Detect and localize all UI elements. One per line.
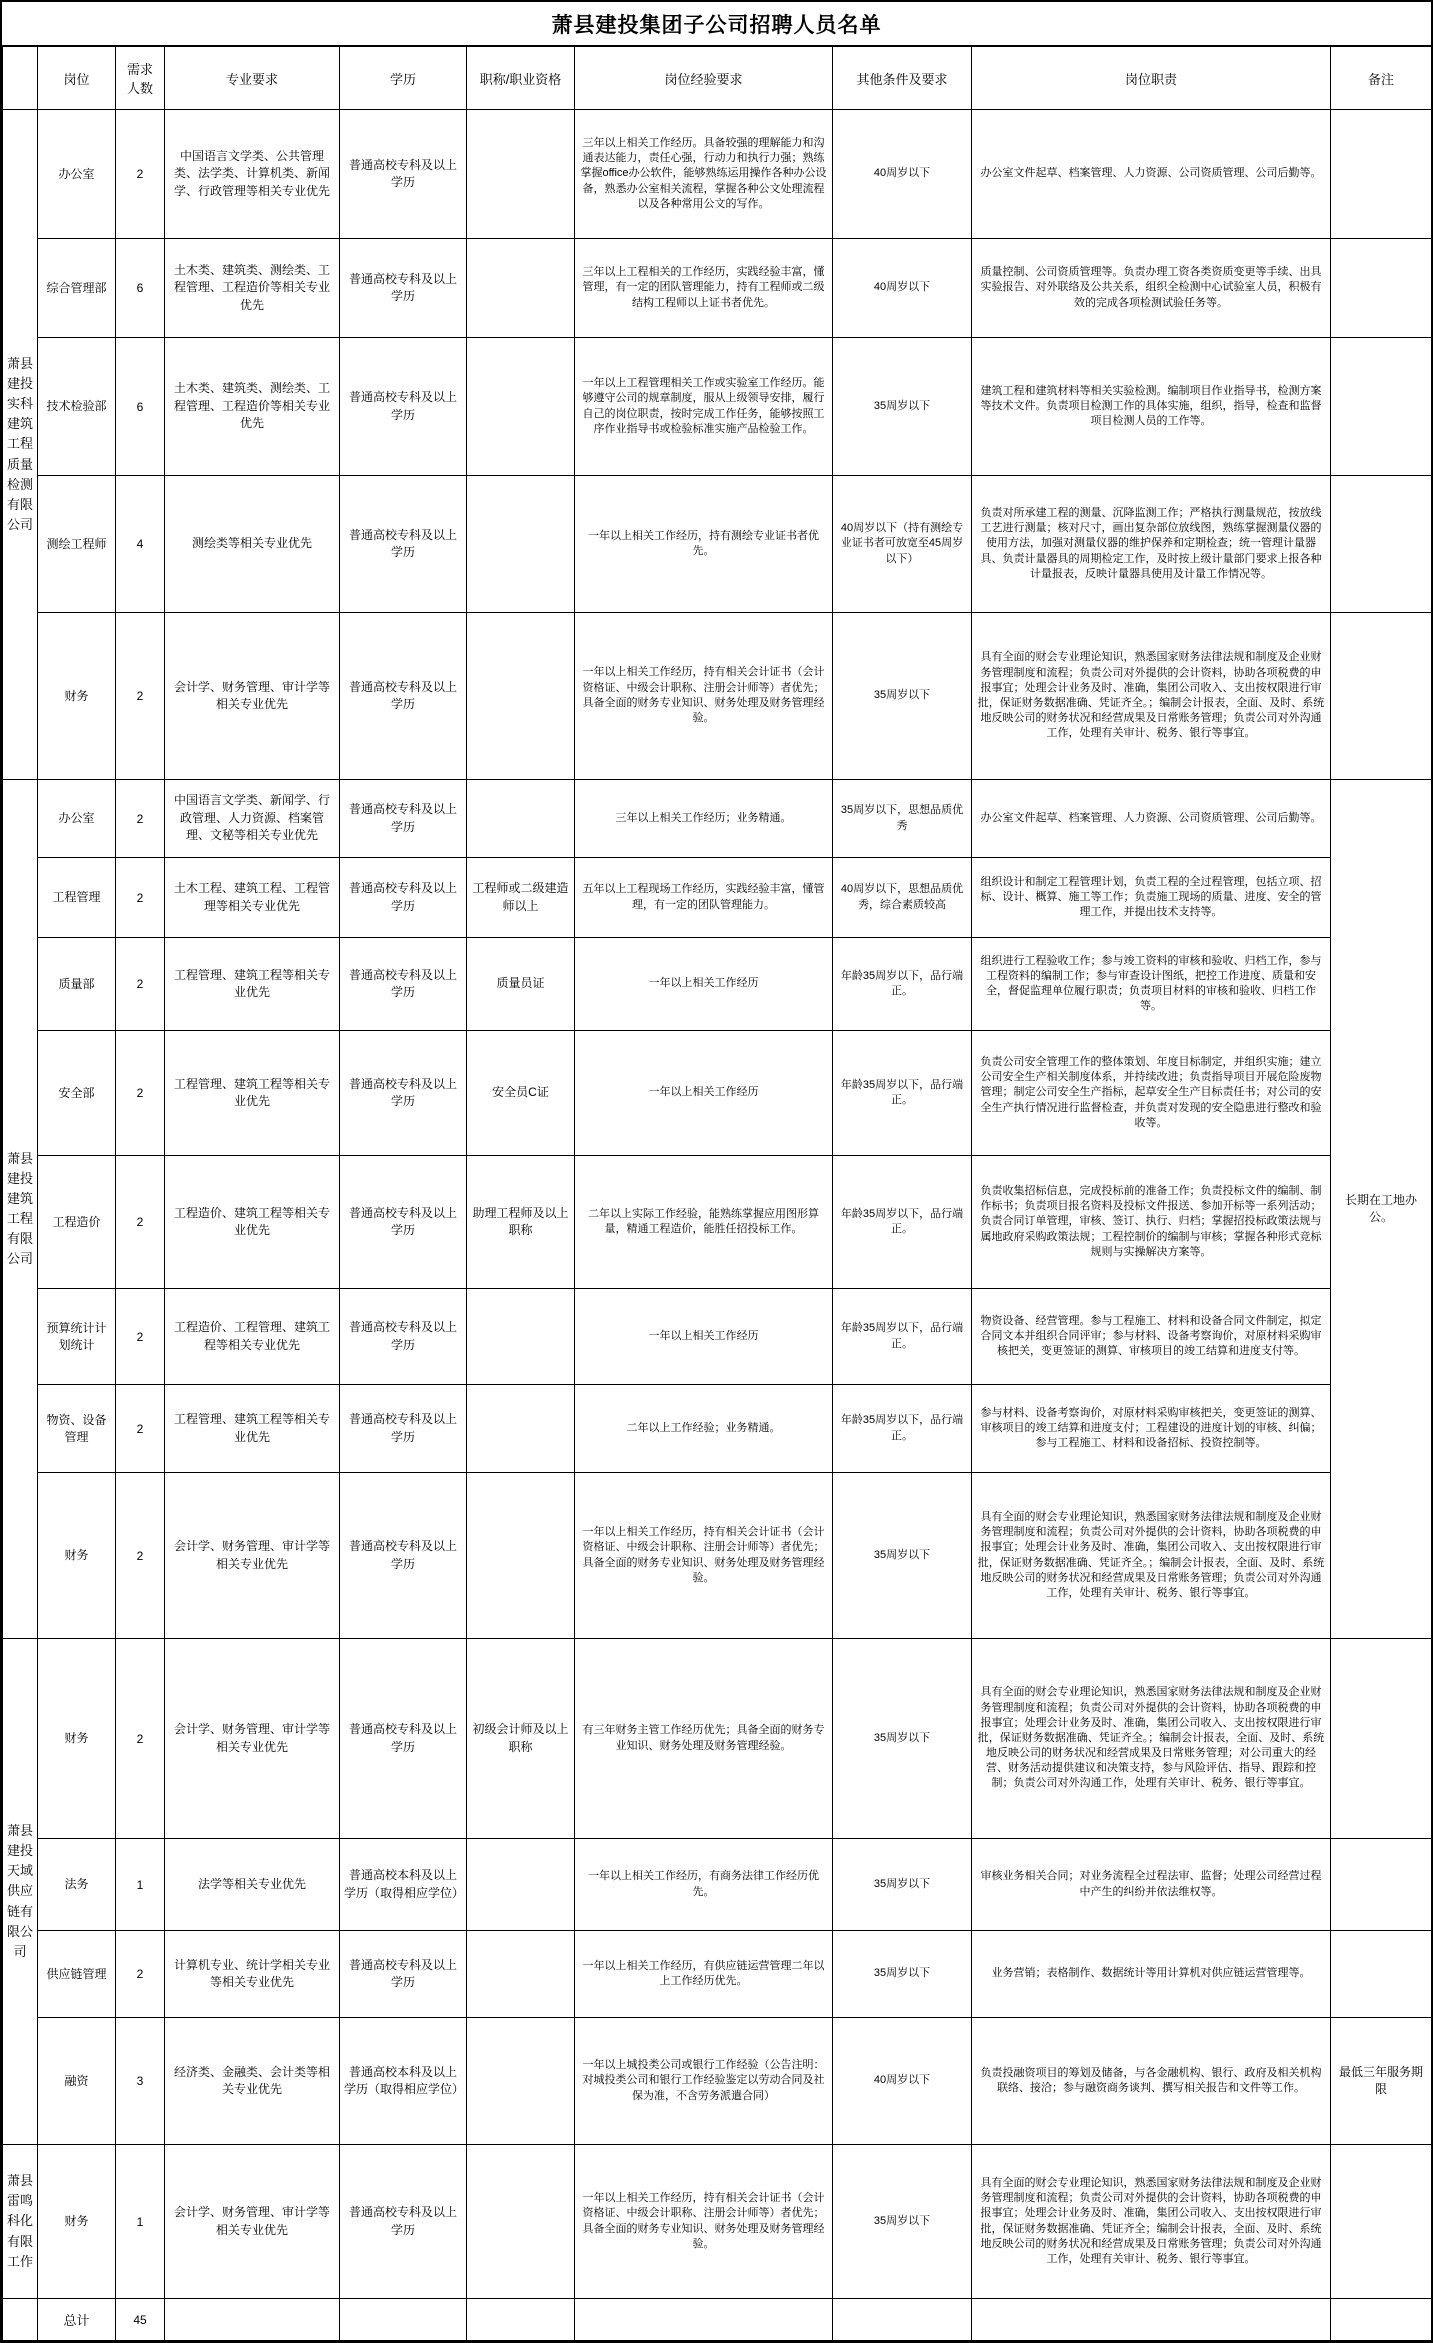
cell-major: 测绘类等相关专业优先 xyxy=(165,476,340,613)
cell-duties: 办公室文件起草、档案管理、人力资源、公司资质管理、公司后勤等。 xyxy=(972,110,1331,239)
cell-duties: 具有全面的财会专业理论知识，熟悉国家财务法律法规和制度及企业财务管理制度和流程；负责公司对外提供的会计资料，协助各项税费的申报事宜；处理会计业务及时、准确，集团公司收入、支出按权限进行审批，保证财务数据准确、凭证齐全。；编制会计报表，全面、及时、系统地反映公司的财务状况和经营成果及日常账务管理；对公司重大的经营、财务活动提供建议和决策支持，参与风险评估、指导、跟踪和控制；负责公司对外沟通工作，处理有关审计、税务、银行等事宜。 xyxy=(972,1639,1331,1839)
cell-position: 测绘工程师 xyxy=(38,476,116,613)
cell-count: 1 xyxy=(116,2145,165,2299)
cell-experience: 三年以上相关工作经历；业务精通。 xyxy=(575,780,833,858)
cell-qualification: 质量员证 xyxy=(467,938,575,1031)
table-row xyxy=(3,1473,1432,1639)
cell-other-requirements: 年龄35周岁以下，品行端正。 xyxy=(833,1031,972,1156)
cell-total-empty xyxy=(1331,2299,1432,2341)
cell-remark xyxy=(1331,338,1432,476)
cell-count: 2 xyxy=(116,1385,165,1473)
cell-count: 2 xyxy=(116,1639,165,1839)
cell-total-empty xyxy=(467,2299,575,2341)
cell-count: 2 xyxy=(116,858,165,938)
cell-experience: 一年以上相关工作经历，有供应链运营管理二年以上工作经历优先。 xyxy=(575,1931,833,2018)
header-count: 需求人数 xyxy=(116,47,165,110)
cell-duties: 审核业务相关合同；对业务流程全过程法审、监督；处理公司经营过程中产生的纠纷并依法维权等。 xyxy=(972,1839,1331,1931)
cell-position: 财务 xyxy=(38,613,116,780)
cell-experience: 一年以上相关工作经历 xyxy=(575,938,833,1031)
cell-count: 2 xyxy=(116,1473,165,1639)
cell-total-empty xyxy=(165,2299,340,2341)
cell-position: 工程造价 xyxy=(38,1156,116,1289)
cell-qualification xyxy=(467,1385,575,1473)
cell-total-company xyxy=(3,2299,38,2341)
cell-position: 财务 xyxy=(38,2145,116,2299)
cell-company-name: 萧县建投天域供应链有限公司 xyxy=(3,1639,38,2145)
cell-education: 普通高校专科及以上学历 xyxy=(340,338,467,476)
cell-major: 工程管理、建筑工程等相关专业优先 xyxy=(165,938,340,1031)
cell-position: 技术检验部 xyxy=(38,338,116,476)
cell-duties: 具有全面的财会专业理论知识，熟悉国家财务法律法规和制度及企业财务管理制度和流程；负责公司对外提供的会计资料，协助各项税费的申报事宜；处理会计业务及时、准确，集团公司收入、支出按权限进行审批，保证财务数据准确、凭证齐全。；编制会计报表，全面、及时、系统地反映公司的财务状况和经营成果及日常账务管理；负责公司对外沟通工作，处理有关审计、税务、银行等事宜。 xyxy=(972,613,1331,780)
cell-total-empty xyxy=(833,2299,972,2341)
cell-major: 土木类、建筑类、测绘类、工程管理、工程造价等相关专业优先 xyxy=(165,239,340,338)
cell-duties: 负责对所承建工程的测量、沉降监测工作；严格执行测量规范，按放线工艺进行测量；核对尺寸，画出复杂部位放线图，熟练掌握测量仪器的使用方法，加强对测量仪器的维护保养和定期检查；统一管理计量器具、负责计量器具的周期检定工作，及时按上级计量部门要求上报各种计量报表，反映计量器具使用及计量工作情况等。 xyxy=(972,476,1331,613)
cell-duties: 建筑工程和建筑材料等相关实验检测。编制项目作业指导书，检测方案等技术文件。负责项目检测工作的具体实施，组织，指导，检查和监督项目检测人员的工作等。 xyxy=(972,338,1331,476)
cell-other-requirements: 年龄35周岁以下，品行端正。 xyxy=(833,1289,972,1385)
cell-major: 计算机专业、统计学相关专业等相关专业优先 xyxy=(165,1931,340,2018)
table-row xyxy=(3,858,1432,938)
cell-company-name: 萧县建投实科建筑工程质量检测有限公司 xyxy=(3,110,38,780)
cell-other-requirements: 35周岁以下 xyxy=(833,1473,972,1639)
cell-education: 普通高校本科及以上学历（取得相应学位） xyxy=(340,1839,467,1931)
cell-duties: 负责公司安全管理工作的整体策划、年度目标制定，并组织实施；建立公司安全生产相关制度体系，并持续改进；负责指导项目开展危险废物管理；制定公司安全生产指标，起草安全生产目标责任书；对公司的安全生产执行情况进行监督检查，并负责对发现的安全隐患进行整改和验收等。 xyxy=(972,1031,1331,1156)
cell-duties: 组织设计和制定工程管理计划，负责工程的全过程管理，包括立项、招标、设计、概算、施工等工作；负责施工现场的质量、进度、安全的管理工作，并提出技术支持等。 xyxy=(972,858,1331,938)
cell-position: 办公室 xyxy=(38,110,116,239)
cell-count: 2 xyxy=(116,613,165,780)
cell-count: 1 xyxy=(116,1839,165,1931)
table-row xyxy=(3,239,1432,338)
cell-count: 2 xyxy=(116,1156,165,1289)
cell-qualification: 工程师或二级建造师以上 xyxy=(467,858,575,938)
cell-other-requirements: 40周岁以下 xyxy=(833,239,972,338)
cell-position: 供应链管理 xyxy=(38,1931,116,2018)
cell-total-empty xyxy=(340,2299,467,2341)
cell-remark xyxy=(1331,2145,1432,2299)
table-row xyxy=(3,938,1432,1031)
table-row xyxy=(3,1385,1432,1473)
cell-qualification xyxy=(467,239,575,338)
cell-total-empty xyxy=(972,2299,1331,2341)
cell-experience: 一年以上相关工作经历 xyxy=(575,1289,833,1385)
cell-experience: 二年以上工作经验；业务精通。 xyxy=(575,1385,833,1473)
cell-qualification xyxy=(467,2018,575,2145)
cell-experience: 一年以上工程管理相关工作或实验室工作经历。能够遵守公司的规章制度，服从上级领导安排，履行自己的岗位职责，按时完成工作任务，能够按照工序作业指导书或检验标准实施产品检验工作。 xyxy=(575,338,833,476)
cell-position: 财务 xyxy=(38,1473,116,1639)
cell-other-requirements: 35周岁以下 xyxy=(833,338,972,476)
cell-other-requirements: 40周岁以下 xyxy=(833,110,972,239)
header-row xyxy=(3,47,1432,110)
cell-count: 2 xyxy=(116,110,165,239)
cell-duties: 具有全面的财会专业理论知识，熟悉国家财务法律法规和制度及企业财务管理制度和流程；负责公司对外提供的会计资料，协助各项税费的申报事宜；处理会计业务及时、准确，集团公司收入、支出按权限进行审批，保证财务数据准确、凭证齐全；编制会计报表，全面、及时、系统地反映公司的财务状况和经营成果及日常账务管理；负责公司对外沟通工作，处理有关审计、税务、银行等事宜。 xyxy=(972,2145,1331,2299)
cell-qualification xyxy=(467,613,575,780)
cell-count: 2 xyxy=(116,938,165,1031)
cell-other-requirements: 35周岁以下 xyxy=(833,613,972,780)
cell-remark: 最低三年服务期限 xyxy=(1331,2018,1432,2145)
cell-position: 财务 xyxy=(38,1639,116,1839)
cell-education: 普通高校专科及以上学历 xyxy=(340,1385,467,1473)
cell-other-requirements: 35周岁以下，思想品质优秀 xyxy=(833,780,972,858)
cell-qualification: 初级会计师及以上职称 xyxy=(467,1639,575,1839)
cell-other-requirements: 年龄35周岁以下，品行端正。 xyxy=(833,1156,972,1289)
cell-experience: 一年以上相关工作经历，持有相关会计证书（会计资格证、中级会计职称、注册会计师等）者优先；具备全面的财务专业知识、财务处理及财务管理经验。 xyxy=(575,2145,833,2299)
cell-duties: 业务营销；表格制作、数据统计等用计算机对供应链运营管理等。 xyxy=(972,1931,1331,2018)
cell-education: 普通高校专科及以上学历 xyxy=(340,858,467,938)
table-row xyxy=(3,780,1432,858)
table-row xyxy=(3,338,1432,476)
cell-qualification: 助理工程师及以上职称 xyxy=(467,1156,575,1289)
cell-education: 普通高校本科及以上学历（取得相应学位） xyxy=(340,2018,467,2145)
cell-count: 3 xyxy=(116,2018,165,2145)
cell-education: 普通高校专科及以上学历 xyxy=(340,476,467,613)
total-row xyxy=(3,2299,1432,2341)
cell-other-requirements: 年龄35周岁以下，品行端正。 xyxy=(833,1385,972,1473)
cell-major: 经济类、金融类、会计类等相关专业优先 xyxy=(165,2018,340,2145)
cell-qualification xyxy=(467,1289,575,1385)
header-major: 专业要求 xyxy=(165,47,340,110)
header-qualification: 职称/职业资格 xyxy=(467,47,575,110)
table-row xyxy=(3,2145,1432,2299)
table-row xyxy=(3,110,1432,239)
cell-education: 普通高校专科及以上学历 xyxy=(340,1639,467,1839)
cell-duties: 参与材料、设备考察询价，对原材料采购审核把关，变更签证的测算、审核项目的竣工结算和进度支付；工程建设的进度计划的审核、纠偏；参与工程施工、材料和设备招标、投资控制等。 xyxy=(972,1385,1331,1473)
cell-major: 工程管理、建筑工程等相关专业优先 xyxy=(165,1031,340,1156)
cell-experience: 一年以上城投类公司或银行工作经验（公告注明：对城投类公司和银行工作经验鉴定以劳动合同及社保为准，不含劳务派遣合同） xyxy=(575,2018,833,2145)
cell-major: 工程造价、工程管理、建筑工程等相关专业优先 xyxy=(165,1289,340,1385)
cell-position: 融资 xyxy=(38,2018,116,2145)
cell-education: 普通高校专科及以上学历 xyxy=(340,1473,467,1639)
table-row xyxy=(3,1156,1432,1289)
cell-remark xyxy=(1331,476,1432,613)
cell-remark xyxy=(1331,1839,1432,1931)
cell-other-requirements: 40周岁以下 xyxy=(833,2018,972,2145)
cell-count: 2 xyxy=(116,1931,165,2018)
cell-education: 普通高校专科及以上学历 xyxy=(340,110,467,239)
cell-position: 质量部 xyxy=(38,938,116,1031)
cell-duties: 负责收集招标信息，完成投标前的准备工作；负责投标文件的编制、制作标书；负责项目报名资料及投标文件报送、参加开标等一系列活动；负责合同订单管理，审核、签订、执行、归档；掌握招投标政策法规与属地政府采购政策法规；工程控制价的编制与审核；掌握各种形式竞标规则与实操解决方案等。 xyxy=(972,1156,1331,1289)
cell-other-requirements: 40周岁以下，思想品质优秀，综合素质较高 xyxy=(833,858,972,938)
table-row xyxy=(3,1031,1432,1156)
cell-remark xyxy=(1331,613,1432,780)
cell-duties: 质量控制、公司资质管理等。负责办理工资各类资质变更等手续、出具实验报告、对外联络及公共关系，组织全检测中心试验室人员，积极有效的完成各项检测试验任务等。 xyxy=(972,239,1331,338)
cell-major: 会计学、财务管理、审计学等相关专业优先 xyxy=(165,613,340,780)
cell-qualification xyxy=(467,1839,575,1931)
cell-duties: 组织进行工程验收工作；参与竣工资料的审核和验收、归档工作，参与工程资料的编制工作；参与审查设计图纸，把控工作进度、质量和安全，督促监理单位履行职责；负责项目材料的审核和验收、归档工作等。 xyxy=(972,938,1331,1031)
cell-education: 普通高校专科及以上学历 xyxy=(340,938,467,1031)
cell-position: 办公室 xyxy=(38,780,116,858)
cell-education: 普通高校专科及以上学历 xyxy=(340,1289,467,1385)
cell-qualification xyxy=(467,476,575,613)
cell-total-empty xyxy=(575,2299,833,2341)
cell-company-name: 萧县建投建筑工程有限公司 xyxy=(3,780,38,1639)
cell-other-requirements: 35周岁以下 xyxy=(833,1639,972,1839)
cell-major: 会计学、财务管理、审计学等相关专业优先 xyxy=(165,1473,340,1639)
cell-other-requirements: 年龄35周岁以下，品行端正。 xyxy=(833,938,972,1031)
cell-count: 6 xyxy=(116,338,165,476)
header-position: 岗位 xyxy=(38,47,116,110)
cell-other-requirements: 35周岁以下 xyxy=(833,1931,972,2018)
header-remark: 备注 xyxy=(1331,47,1432,110)
page-title: 萧县建投集团子公司招聘人员名单 xyxy=(2,2,1431,46)
cell-count: 4 xyxy=(116,476,165,613)
cell-count: 6 xyxy=(116,239,165,338)
cell-qualification xyxy=(467,1473,575,1639)
cell-total-count: 45 xyxy=(116,2299,165,2341)
cell-other-requirements: 35周岁以下 xyxy=(833,2145,972,2299)
cell-qualification xyxy=(467,110,575,239)
cell-other-requirements: 35周岁以下 xyxy=(833,1839,972,1931)
cell-major: 中国语言文学类、公共管理类、法学类、计算机类、新闻学、行政管理等相关专业优先 xyxy=(165,110,340,239)
cell-duties: 负责投融资项目的筹划及储备，与各金融机构、银行、政府及相关机构联络、接洽；参与融资商务谈判、撰写相关报告和文件等工作。 xyxy=(972,2018,1331,2145)
cell-education: 普通高校专科及以上学历 xyxy=(340,239,467,338)
table-row xyxy=(3,1839,1432,1931)
table-row xyxy=(3,476,1432,613)
header-corner xyxy=(3,47,38,110)
cell-education: 普通高校专科及以上学历 xyxy=(340,1156,467,1289)
cell-education: 普通高校专科及以上学历 xyxy=(340,780,467,858)
cell-remark xyxy=(1331,1931,1432,2018)
cell-remark xyxy=(1331,110,1432,239)
cell-other-requirements: 40周岁以下（持有测绘专业证书者可放宽至45周岁以下） xyxy=(833,476,972,613)
cell-total-label: 总计 xyxy=(38,2299,116,2341)
cell-major: 会计学、财务管理、审计学等相关专业优先 xyxy=(165,1639,340,1839)
table-row xyxy=(3,1289,1432,1385)
cell-experience: 一年以上相关工作经历，持有测绘专业证书者优先。 xyxy=(575,476,833,613)
cell-duties: 办公室文件起草、档案管理、人力资源、公司资质管理、公司后勤等。 xyxy=(972,780,1331,858)
cell-experience: 三年以上工程相关的工作经历，实践经验丰富，懂管理，有一定的团队管理能力，持有工程师或二级结构工程师以上证书者优先。 xyxy=(575,239,833,338)
recruitment-table xyxy=(2,46,1432,2341)
cell-count: 2 xyxy=(116,1289,165,1385)
cell-major: 工程造价、建筑工程等相关专业优先 xyxy=(165,1156,340,1289)
cell-remark xyxy=(1331,1639,1432,1839)
header-education: 学历 xyxy=(340,47,467,110)
cell-qualification xyxy=(467,338,575,476)
cell-experience: 一年以上相关工作经历，有商务法律工作经历优先。 xyxy=(575,1839,833,1931)
cell-qualification xyxy=(467,1931,575,2018)
table-row xyxy=(3,1639,1432,1839)
cell-education: 普通高校专科及以上学历 xyxy=(340,613,467,780)
cell-position: 物资、设备管理 xyxy=(38,1385,116,1473)
cell-qualification: 安全员C证 xyxy=(467,1031,575,1156)
header-experience: 岗位经验要求 xyxy=(575,47,833,110)
table-row xyxy=(3,2018,1432,2145)
header-other-requirements: 其他条件及要求 xyxy=(833,47,972,110)
cell-education: 普通高校专科及以上学历 xyxy=(340,1031,467,1156)
cell-experience: 二年以上实际工作经验，能熟练掌握应用图形算量，精通工程造价，能胜任招投标工作。 xyxy=(575,1156,833,1289)
header-duties: 岗位职责 xyxy=(972,47,1331,110)
cell-major: 法学等相关专业优先 xyxy=(165,1839,340,1931)
cell-qualification xyxy=(467,780,575,858)
cell-experience: 一年以上相关工作经历 xyxy=(575,1031,833,1156)
cell-position: 安全部 xyxy=(38,1031,116,1156)
cell-experience: 三年以上相关工作经历。具备较强的理解能力和沟通表达能力，责任心强，行动力和执行力强；熟练掌握office办公软件，能够熟练运用操作各种办公设备，熟悉办公室相关流程，掌握各种公文处理流程以及各种常用公文的写作。 xyxy=(575,110,833,239)
cell-count: 2 xyxy=(116,780,165,858)
cell-remark-merged: 长期在工地办公。 xyxy=(1331,780,1432,1639)
cell-count: 2 xyxy=(116,1031,165,1156)
cell-experience: 有三年财务主管工作经历优先；具备全面的财务专业知识、财务处理及财务管理经验。 xyxy=(575,1639,833,1839)
table-row xyxy=(3,613,1432,780)
cell-qualification xyxy=(467,2145,575,2299)
cell-experience: 一年以上相关工作经历，持有相关会计证书（会计资格证、中级会计职称、注册会计师等）者优先；具备全面的财务专业知识、财务处理及财务管理经验。 xyxy=(575,1473,833,1639)
cell-major: 会计学、财务管理、审计学等相关专业优先 xyxy=(165,2145,340,2299)
cell-major: 土木类、建筑类、测绘类、工程管理、工程造价等相关专业优先 xyxy=(165,338,340,476)
cell-experience: 一年以上相关工作经历，持有相关会计证书（会计资格证、中级会计职称、注册会计师等）者优先；具备全面的财务专业知识、财务处理及财务管理经验。 xyxy=(575,613,833,780)
cell-major: 中国语言文学类、新闻学、行政管理、人力资源、档案管理、文秘等相关专业优先 xyxy=(165,780,340,858)
cell-major: 土木工程、建筑工程、工程管理等相关专业优先 xyxy=(165,858,340,938)
cell-duties: 物资设备、经营管理。参与工程施工、材料和设备合同文件制定，拟定合同文本并组织合同评审；参与材料、设备考察询价，对原材料采购审核把关，变更签证的测算、审核项目的竣工结算和进度支付等。 xyxy=(972,1289,1331,1385)
cell-major: 工程管理、建筑工程等相关专业优先 xyxy=(165,1385,340,1473)
cell-position: 法务 xyxy=(38,1839,116,1931)
cell-experience: 五年以上工程现场工作经历，实践经验丰富，懂管理，有一定的团队管理能力。 xyxy=(575,858,833,938)
cell-position: 预算统计计划统计 xyxy=(38,1289,116,1385)
cell-company-name: 萧县雷鸣科化有限工作 xyxy=(3,2145,38,2299)
cell-remark xyxy=(1331,239,1432,338)
cell-education: 普通高校专科及以上学历 xyxy=(340,1931,467,2018)
table-row xyxy=(3,1931,1432,2018)
cell-duties: 具有全面的财会专业理论知识，熟悉国家财务法律法规和制度及企业财务管理制度和流程；负责公司对外提供的会计资料，协助各项税费的申报事宜；处理会计业务及时、准确，集团公司收入、支出按权限进行审批，保证财务数据准确、凭证齐全。；编制会计报表，全面、及时、系统地反映公司的财务状况和经营成果及日常账务管理；负责公司对外沟通工作，处理有关审计、税务、银行等事宜。 xyxy=(972,1473,1331,1639)
cell-education: 普通高校专科及以上学历 xyxy=(340,2145,467,2299)
cell-position: 工程管理 xyxy=(38,858,116,938)
cell-position: 综合管理部 xyxy=(38,239,116,338)
